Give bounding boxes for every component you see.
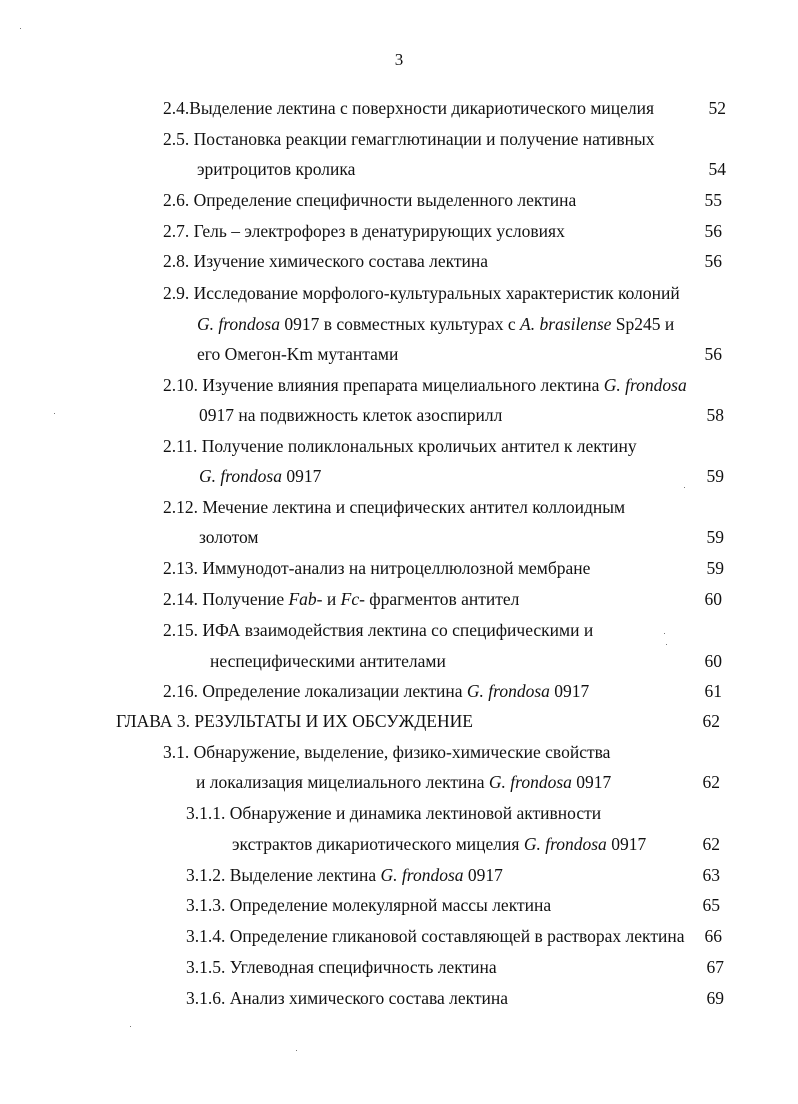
toc-entry	[163, 741, 610, 763]
toc-entry-title-part: 0917	[606, 834, 647, 854]
toc-entry-title-part: Изучение химического состава лектина	[193, 251, 488, 271]
toc-entry-title-part: G. frondosa	[523, 834, 607, 854]
toc-entry	[163, 282, 680, 304]
toc-entry	[163, 557, 590, 579]
toc-entry-number: 2.12.	[163, 497, 198, 517]
toc-entry-title-part: Исследование морфолого-культуральных характеристик колоний	[193, 283, 680, 303]
toc-entry-page: 58	[706, 405, 724, 425]
toc-entry-number: 2.16.	[163, 681, 198, 701]
toc-entry-title-part: 0917 в совместных культурах с	[279, 314, 521, 334]
toc-entry	[199, 526, 259, 548]
toc-entry	[163, 619, 593, 641]
toc-entry-title-part: его Омегон-Km мутантами	[197, 344, 399, 364]
toc-entry-title-part: Обнаружение, выделение, физико-химические свойства	[193, 742, 611, 762]
toc-entry	[163, 374, 687, 396]
toc-entry-title-part: фрагментов антител	[364, 589, 520, 609]
toc-entry-title-part: G. frondosa	[603, 375, 687, 395]
toc-entry-number: 2.4.	[163, 98, 190, 118]
toc-entry-page: 52	[708, 98, 726, 118]
toc-entry	[163, 435, 637, 457]
toc-entry-title-part: Определение гликановой составляющей в растворах лектина	[229, 926, 685, 946]
toc-entry-title-part: Определение локализации лектина	[202, 681, 467, 701]
toc-entry-title-part: Выделение лектина	[229, 865, 381, 885]
toc-entry-page: 60	[704, 651, 722, 671]
toc-entry-number: 2.9.	[163, 283, 190, 303]
toc-entry-page: 61	[704, 681, 722, 701]
toc-entry-title-part: Постановка реакции гемагглютинации и получение нативных	[193, 129, 655, 149]
toc-entry-title-part: 0917	[571, 772, 612, 792]
toc-entry-title-part: Обнаружение и динамика лектиновой активности	[229, 803, 602, 823]
toc-entry-page: 62	[702, 711, 720, 731]
toc-entry	[210, 650, 446, 672]
toc-entry-page: 59	[706, 527, 724, 547]
toc-entry	[163, 189, 576, 211]
toc-entry-page: 59	[706, 558, 724, 578]
toc-entry-title-part: G. frondosa	[199, 466, 282, 486]
toc-entry-page: 56	[704, 251, 722, 271]
toc-entry-title-part: Fab-	[288, 589, 323, 609]
toc-entry-title-part: G. frondosa	[488, 772, 572, 792]
toc-entry	[163, 588, 519, 610]
toc-entry-title-part: Получение поликлональных кроличьих антител к лектину	[201, 436, 637, 456]
toc-entry-title-part: Получение	[202, 589, 289, 609]
toc-entry	[197, 343, 398, 365]
toc-entry-number: 2.10.	[163, 375, 198, 395]
toc-entry	[196, 771, 611, 793]
toc-entry-page: 54	[708, 159, 726, 179]
toc-entry-title-part: Sp245 и	[611, 314, 675, 334]
toc-entry	[186, 802, 601, 824]
toc-entry-title-part: и	[322, 589, 341, 609]
toc-entry-title-part: Fc-	[340, 589, 365, 609]
toc-entry-page: 56	[704, 344, 722, 364]
toc-entry-page: 59	[706, 466, 724, 486]
toc-entry-number: 2.8.	[163, 251, 190, 271]
toc-entry-number: 3.1.1.	[186, 803, 226, 823]
toc-entry	[163, 97, 654, 119]
toc-entry-title-part: 0917	[549, 681, 590, 701]
toc-entry-title-part: ИФА взаимодействия лектина со специфическими и	[202, 620, 594, 640]
toc-entry	[163, 128, 655, 150]
toc-entry-title-part: экстрактов дикариотического мицелия	[232, 834, 524, 854]
toc-entry-page: 62	[702, 772, 720, 792]
toc-entry	[197, 313, 674, 335]
toc-entry-number: 3.1.6.	[186, 988, 226, 1008]
toc-entry	[232, 833, 646, 855]
toc-entry-page: 66	[704, 926, 722, 946]
toc-entry-title-part: Выделение лектина с поверхности дикариотического мицелия	[189, 98, 655, 118]
toc-entry-title-part: Определение молекулярной массы лектина	[229, 895, 552, 915]
toc-entry	[186, 987, 508, 1009]
toc-entry-title-part: A. brasilense	[520, 314, 612, 334]
toc-entry-title-part: Углеводная специфичность лектина	[229, 957, 497, 977]
toc-entry-title-part: 0917	[281, 466, 322, 486]
toc-entry	[199, 404, 502, 426]
toc-entry	[186, 925, 684, 947]
toc-entry-number: 2.11.	[163, 436, 198, 456]
toc-entry-title-part: Иммунодот-анализ на нитроцеллюлозной мембране	[202, 558, 591, 578]
toc-entry	[186, 864, 503, 886]
toc-entry-number: 2.6.	[163, 190, 190, 210]
toc-entry	[116, 710, 473, 732]
toc-entry-page: 63	[702, 865, 720, 885]
toc-entry-number: 2.14.	[163, 589, 198, 609]
toc-entry-title-part: эритроцитов кролика	[197, 159, 356, 179]
toc-entry	[163, 680, 589, 702]
toc-entry-page: 62	[702, 834, 720, 854]
toc-entry-page: 60	[704, 589, 722, 609]
toc-entry-title-part: Определение специфичности выделенного лектина	[193, 190, 577, 210]
toc-entry-title-part: 0917 на подвижность клеток азоспирилл	[199, 405, 503, 425]
toc-entry-title-part: ГЛАВА 3. РЕЗУЛЬТАТЫ И ИХ ОБСУЖДЕНИЕ	[116, 711, 473, 731]
toc-entry	[197, 158, 355, 180]
toc-entry	[199, 465, 321, 487]
toc-entry-page: 65	[702, 895, 720, 915]
toc-entry	[186, 956, 497, 978]
toc-entry	[163, 496, 625, 518]
toc-entry-number: 2.7.	[163, 221, 190, 241]
toc-entry-page: 69	[706, 988, 724, 1008]
toc-entry-title-part: неспецифическими антителами	[210, 651, 446, 671]
toc-entry-number: 3.1.2.	[186, 865, 226, 885]
toc-entry-number: 2.13.	[163, 558, 198, 578]
toc-entry-title-part: Мечение лектина и специфических антител коллоидным	[202, 497, 626, 517]
toc-entry-number: 3.1.3.	[186, 895, 226, 915]
toc-entry-number: 3.1.4.	[186, 926, 226, 946]
toc-entry-title-part: Изучение влияния препарата мицелиального лектина	[202, 375, 604, 395]
toc-entry-title-part: и локализация мицелиального лектина	[196, 772, 489, 792]
toc-entry	[163, 250, 488, 272]
toc-entry-title-part: G. frondosa	[466, 681, 550, 701]
toc-entry-page: 55	[704, 190, 722, 210]
toc-entry-number: 2.15.	[163, 620, 198, 640]
toc-entry-title-part: G. frondosa	[380, 865, 464, 885]
toc-entry	[186, 894, 551, 916]
toc-entry-title-part: Анализ химического состава лектина	[229, 988, 509, 1008]
toc-entry-title-part: золотом	[199, 527, 259, 547]
toc-entry-title-part: G. frondosa	[197, 314, 280, 334]
toc-entry-number: 3.1.5.	[186, 957, 226, 977]
toc-entry-page: 67	[706, 957, 724, 977]
toc-entry	[163, 220, 565, 242]
toc-entry-page: 56	[704, 221, 722, 241]
page-number: 3	[394, 50, 404, 69]
toc-entry-number: 3.1.	[163, 742, 190, 762]
toc-entry-number: 2.5.	[163, 129, 190, 149]
toc-entry-title-part: Гель – электрофорез в денатурирующих условиях	[193, 221, 565, 241]
toc-entry-title-part: 0917	[463, 865, 503, 885]
